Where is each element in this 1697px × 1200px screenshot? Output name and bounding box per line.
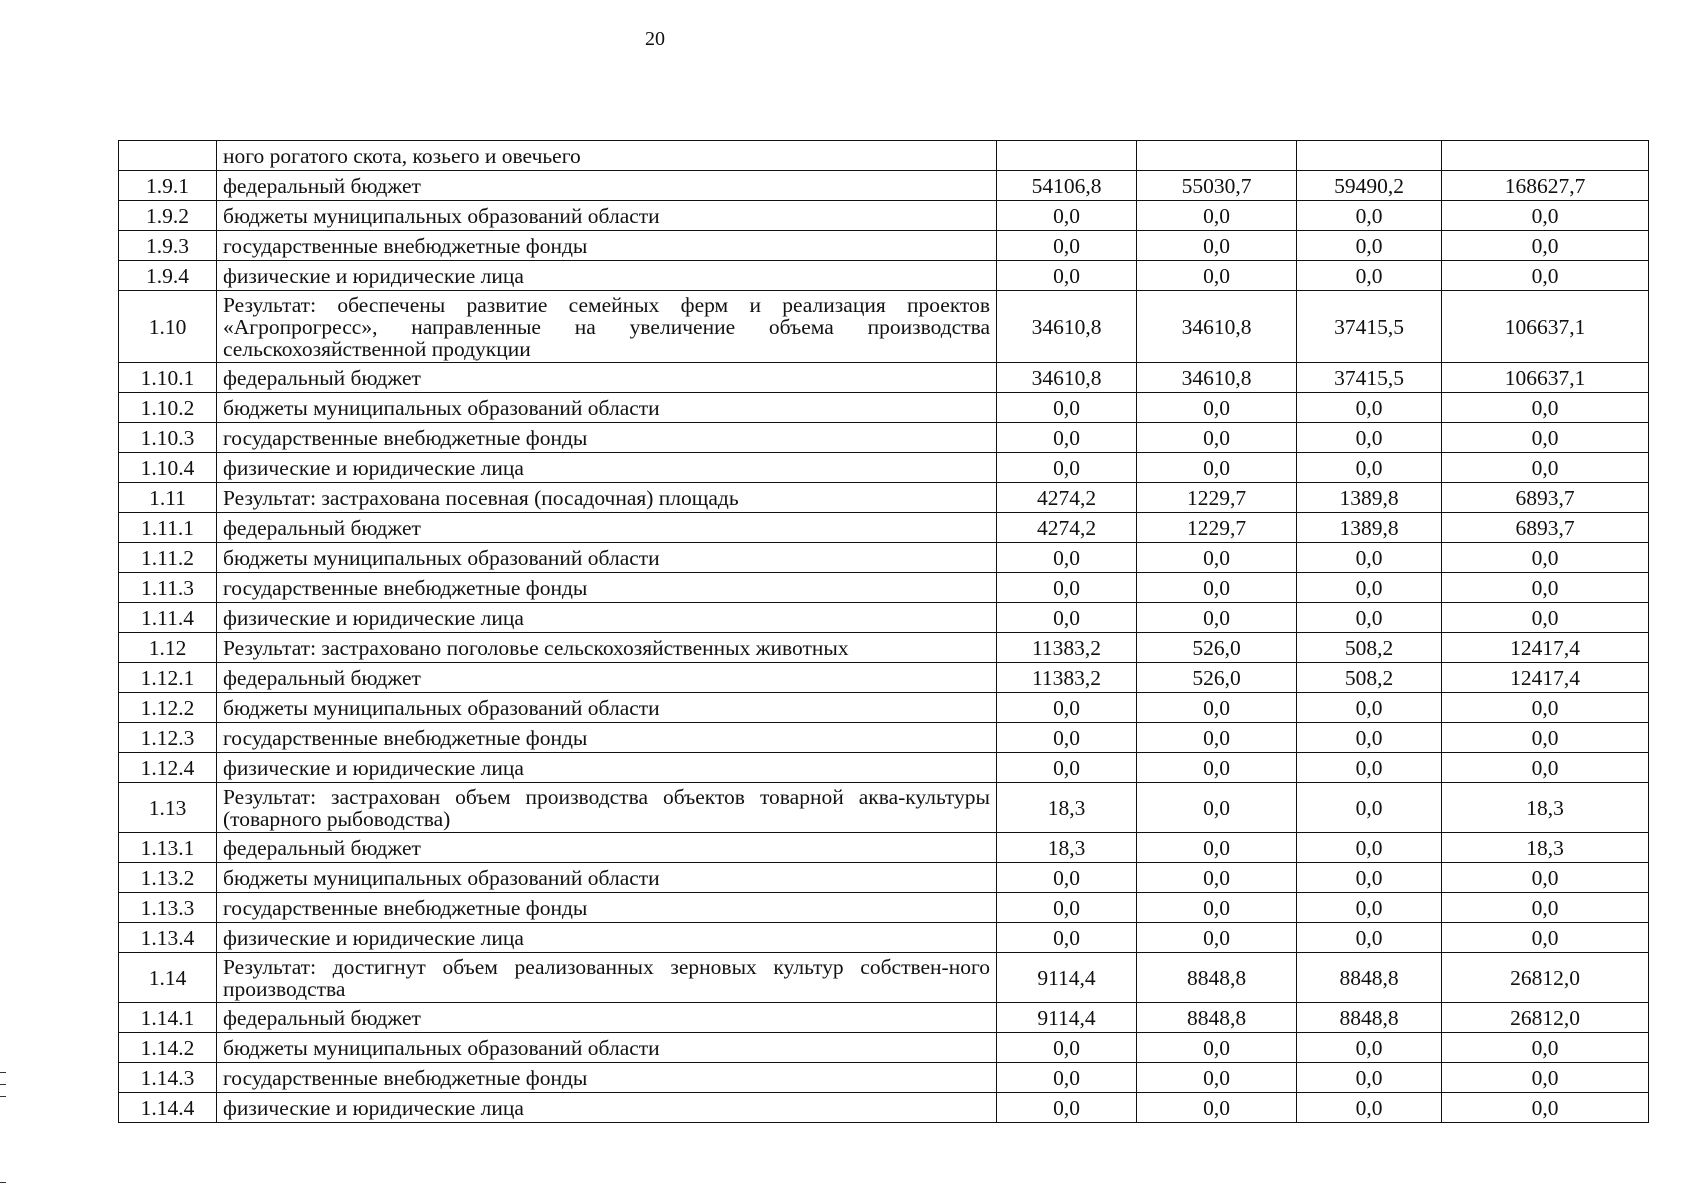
- value-cell-2: 0,0: [1137, 393, 1297, 423]
- row-description-cell: Результат: застрахован объем производства объектов товарной аква-культуры (товарного рыбоводства): [217, 783, 997, 833]
- value-cell-2: 0,0: [1137, 573, 1297, 603]
- row-code-cell: 1.14: [119, 953, 217, 1003]
- value-cell-2: 0,0: [1137, 923, 1297, 953]
- row-code-cell: 1.11.2: [119, 543, 217, 573]
- table-row: [119, 663, 1649, 693]
- value-cell-2: 8848,8: [1137, 1003, 1297, 1033]
- value-cell-2: 1229,7: [1137, 483, 1297, 513]
- value-cell-total: 0,0: [1442, 543, 1649, 573]
- value-cell-1: 9114,4: [997, 1003, 1137, 1033]
- value-cell-2: 0,0: [1137, 1093, 1297, 1123]
- row-description-cell: государственные внебюджетные фонды: [217, 893, 997, 923]
- value-cell-1: 0,0: [997, 1033, 1137, 1063]
- table-row: [119, 693, 1649, 723]
- table-row: [119, 953, 1649, 1003]
- value-cell-total: 6893,7: [1442, 483, 1649, 513]
- value-cell-2: 0,0: [1137, 231, 1297, 261]
- row-description-cell: физические и юридические лица: [217, 1093, 997, 1123]
- value-cell-3: 0,0: [1297, 453, 1442, 483]
- value-cell-1: 0,0: [997, 923, 1137, 953]
- row-description-cell: федеральный бюджет: [217, 663, 997, 693]
- value-cell-1: [997, 141, 1137, 171]
- value-cell-3: 508,2: [1297, 633, 1442, 663]
- scan-edge-mark: [0, 1182, 6, 1183]
- row-code-cell: 1.11.4: [119, 603, 217, 633]
- row-code-cell: 1.10.2: [119, 393, 217, 423]
- scan-edge-mark: [0, 1072, 6, 1073]
- table-row: [119, 633, 1649, 663]
- value-cell-1: 18,3: [997, 783, 1137, 833]
- row-description-cell: бюджеты муниципальных образований области: [217, 863, 997, 893]
- table-row: [119, 1033, 1649, 1063]
- row-description-cell: государственные внебюджетные фонды: [217, 1063, 997, 1093]
- value-cell-3: 0,0: [1297, 573, 1442, 603]
- table-row: [119, 423, 1649, 453]
- value-cell-3: 1389,8: [1297, 513, 1442, 543]
- value-cell-1: 0,0: [997, 261, 1137, 291]
- value-cell-3: 0,0: [1297, 863, 1442, 893]
- value-cell-1: 4274,2: [997, 513, 1137, 543]
- value-cell-3: 0,0: [1297, 753, 1442, 783]
- value-cell-total: 26812,0: [1442, 953, 1649, 1003]
- row-description-cell: бюджеты муниципальных образований области: [217, 201, 997, 231]
- row-code-cell: 1.14.1: [119, 1003, 217, 1033]
- row-code-cell: 1.11: [119, 483, 217, 513]
- table-row: [119, 141, 1649, 171]
- value-cell-3: 0,0: [1297, 231, 1442, 261]
- value-cell-total: 26812,0: [1442, 1003, 1649, 1033]
- value-cell-3: 37415,5: [1297, 291, 1442, 363]
- value-cell-2: 0,0: [1137, 833, 1297, 863]
- value-cell-3: 8848,8: [1297, 953, 1442, 1003]
- budget-table-body: [119, 141, 1649, 1123]
- table-row: [119, 261, 1649, 291]
- value-cell-1: 0,0: [997, 201, 1137, 231]
- value-cell-3: 0,0: [1297, 893, 1442, 923]
- row-code-cell: 1.13.2: [119, 863, 217, 893]
- row-description-cell: физические и юридические лица: [217, 261, 997, 291]
- value-cell-3: 0,0: [1297, 1033, 1442, 1063]
- value-cell-3: 0,0: [1297, 923, 1442, 953]
- table-row: [119, 893, 1649, 923]
- value-cell-2: 0,0: [1137, 1063, 1297, 1093]
- table-row: [119, 573, 1649, 603]
- value-cell-1: 0,0: [997, 543, 1137, 573]
- value-cell-3: 0,0: [1297, 1093, 1442, 1123]
- value-cell-3: [1297, 141, 1442, 171]
- row-description-cell: государственные внебюджетные фонды: [217, 573, 997, 603]
- row-code-cell: 1.10.4: [119, 453, 217, 483]
- row-description-cell: физические и юридические лица: [217, 603, 997, 633]
- value-cell-1: 0,0: [997, 893, 1137, 923]
- row-code-cell: 1.13.4: [119, 923, 217, 953]
- table-row: [119, 1093, 1649, 1123]
- value-cell-2: 0,0: [1137, 603, 1297, 633]
- value-cell-3: 508,2: [1297, 663, 1442, 693]
- value-cell-3: 0,0: [1297, 201, 1442, 231]
- value-cell-2: 0,0: [1137, 261, 1297, 291]
- value-cell-3: 0,0: [1297, 603, 1442, 633]
- table-row: [119, 393, 1649, 423]
- value-cell-1: 0,0: [997, 453, 1137, 483]
- row-code-cell: 1.14.2: [119, 1033, 217, 1063]
- row-code-cell: 1.12.2: [119, 693, 217, 723]
- value-cell-1: 34610,8: [997, 291, 1137, 363]
- value-cell-2: 34610,8: [1137, 363, 1297, 393]
- value-cell-3: 0,0: [1297, 543, 1442, 573]
- value-cell-total: 12417,4: [1442, 663, 1649, 693]
- value-cell-1: 4274,2: [997, 483, 1137, 513]
- row-code-cell: 1.12: [119, 633, 217, 663]
- value-cell-1: 0,0: [997, 603, 1137, 633]
- value-cell-total: 0,0: [1442, 261, 1649, 291]
- value-cell-2: 0,0: [1137, 753, 1297, 783]
- value-cell-total: 0,0: [1442, 1063, 1649, 1093]
- table-row: [119, 171, 1649, 201]
- value-cell-total: [1442, 141, 1649, 171]
- value-cell-total: 168627,7: [1442, 171, 1649, 201]
- row-code-cell: 1.9.1: [119, 171, 217, 201]
- value-cell-2: [1137, 141, 1297, 171]
- row-description-cell: федеральный бюджет: [217, 171, 997, 201]
- value-cell-total: 0,0: [1442, 923, 1649, 953]
- row-code-cell: 1.14.4: [119, 1093, 217, 1123]
- value-cell-total: 0,0: [1442, 863, 1649, 893]
- row-code-cell: 1.13.3: [119, 893, 217, 923]
- value-cell-total: 0,0: [1442, 893, 1649, 923]
- row-description-cell: федеральный бюджет: [217, 513, 997, 543]
- value-cell-3: 0,0: [1297, 1063, 1442, 1093]
- table-row: [119, 783, 1649, 833]
- value-cell-1: 0,0: [997, 693, 1137, 723]
- scan-edge-mark: [0, 1096, 6, 1097]
- value-cell-3: 37415,5: [1297, 363, 1442, 393]
- value-cell-1: 0,0: [997, 1063, 1137, 1093]
- row-code-cell: 1.12.4: [119, 753, 217, 783]
- row-description-cell: физические и юридические лица: [217, 753, 997, 783]
- row-code-cell: 1.13.1: [119, 833, 217, 863]
- value-cell-2: 0,0: [1137, 723, 1297, 753]
- table-row: [119, 923, 1649, 953]
- row-description-cell: Результат: застрахована посевная (посадочная) площадь: [217, 483, 997, 513]
- value-cell-3: 8848,8: [1297, 1003, 1442, 1033]
- table-row: [119, 753, 1649, 783]
- value-cell-2: 0,0: [1137, 543, 1297, 573]
- value-cell-total: 0,0: [1442, 393, 1649, 423]
- row-description-cell: федеральный бюджет: [217, 363, 997, 393]
- value-cell-1: 54106,8: [997, 171, 1137, 201]
- value-cell-3: 0,0: [1297, 423, 1442, 453]
- row-description-cell: Результат: застраховано поголовье сельскохозяйственных животных: [217, 633, 997, 663]
- value-cell-1: 0,0: [997, 573, 1137, 603]
- value-cell-total: 0,0: [1442, 693, 1649, 723]
- row-description-cell: федеральный бюджет: [217, 833, 997, 863]
- value-cell-2: 1229,7: [1137, 513, 1297, 543]
- row-code-cell: 1.12.1: [119, 663, 217, 693]
- table-row: [119, 1063, 1649, 1093]
- value-cell-3: 59490,2: [1297, 171, 1442, 201]
- value-cell-total: 0,0: [1442, 753, 1649, 783]
- value-cell-3: 0,0: [1297, 261, 1442, 291]
- table-row: [119, 863, 1649, 893]
- row-code-cell: 1.12.3: [119, 723, 217, 753]
- value-cell-3: 1389,8: [1297, 483, 1442, 513]
- value-cell-2: 0,0: [1137, 893, 1297, 923]
- value-cell-total: 0,0: [1442, 603, 1649, 633]
- value-cell-1: 0,0: [997, 723, 1137, 753]
- value-cell-total: 0,0: [1442, 231, 1649, 261]
- row-code-cell: 1.9.3: [119, 231, 217, 261]
- value-cell-total: 0,0: [1442, 453, 1649, 483]
- value-cell-total: 0,0: [1442, 201, 1649, 231]
- row-code-cell: 1.10.1: [119, 363, 217, 393]
- value-cell-2: 0,0: [1137, 863, 1297, 893]
- value-cell-3: 0,0: [1297, 783, 1442, 833]
- row-description-cell: государственные внебюджетные фонды: [217, 231, 997, 261]
- table-row: [119, 453, 1649, 483]
- row-code-cell: 1.11.3: [119, 573, 217, 603]
- value-cell-1: 0,0: [997, 393, 1137, 423]
- row-code-cell: 1.11.1: [119, 513, 217, 543]
- row-description-cell: бюджеты муниципальных образований области: [217, 543, 997, 573]
- row-code-cell: 1.10.3: [119, 423, 217, 453]
- value-cell-1: 18,3: [997, 833, 1137, 863]
- value-cell-2: 0,0: [1137, 453, 1297, 483]
- table-row: [119, 603, 1649, 633]
- page-number: 20: [645, 28, 665, 50]
- value-cell-1: 11383,2: [997, 633, 1137, 663]
- scan-edge-mark: [0, 1084, 6, 1085]
- value-cell-2: 34610,8: [1137, 291, 1297, 363]
- value-cell-2: 0,0: [1137, 201, 1297, 231]
- value-cell-1: 0,0: [997, 231, 1137, 261]
- row-description-cell: федеральный бюджет: [217, 1003, 997, 1033]
- row-description-cell: бюджеты муниципальных образований области: [217, 693, 997, 723]
- row-description-cell: бюджеты муниципальных образований области: [217, 1033, 997, 1063]
- table-row: [119, 201, 1649, 231]
- row-code-cell: 1.9.2: [119, 201, 217, 231]
- value-cell-total: 0,0: [1442, 1033, 1649, 1063]
- budget-table: [118, 140, 1649, 1123]
- table-row: [119, 483, 1649, 513]
- row-code-cell: [119, 141, 217, 171]
- value-cell-2: 0,0: [1137, 1033, 1297, 1063]
- value-cell-1: 34610,8: [997, 363, 1137, 393]
- value-cell-2: 526,0: [1137, 663, 1297, 693]
- row-description-cell: физические и юридические лица: [217, 453, 997, 483]
- row-description-cell: физические и юридические лица: [217, 923, 997, 953]
- table-row: [119, 723, 1649, 753]
- row-description-cell: государственные внебюджетные фонды: [217, 723, 997, 753]
- value-cell-total: 0,0: [1442, 1093, 1649, 1123]
- value-cell-total: 12417,4: [1442, 633, 1649, 663]
- row-code-cell: 1.14.3: [119, 1063, 217, 1093]
- table-row: [119, 363, 1649, 393]
- value-cell-1: 0,0: [997, 1093, 1137, 1123]
- value-cell-1: 9114,4: [997, 953, 1137, 1003]
- value-cell-1: 11383,2: [997, 663, 1137, 693]
- value-cell-total: 106637,1: [1442, 291, 1649, 363]
- table-row: [119, 833, 1649, 863]
- value-cell-total: 0,0: [1442, 423, 1649, 453]
- value-cell-2: 55030,7: [1137, 171, 1297, 201]
- value-cell-total: 18,3: [1442, 783, 1649, 833]
- row-code-cell: 1.9.4: [119, 261, 217, 291]
- value-cell-2: 526,0: [1137, 633, 1297, 663]
- value-cell-2: 0,0: [1137, 783, 1297, 833]
- value-cell-3: 0,0: [1297, 833, 1442, 863]
- table-row: [119, 543, 1649, 573]
- row-description-cell: государственные внебюджетные фонды: [217, 423, 997, 453]
- value-cell-3: 0,0: [1297, 393, 1442, 423]
- table-row: [119, 291, 1649, 363]
- table-row: [119, 513, 1649, 543]
- value-cell-3: 0,0: [1297, 693, 1442, 723]
- value-cell-1: 0,0: [997, 753, 1137, 783]
- value-cell-total: 18,3: [1442, 833, 1649, 863]
- table-row: [119, 1003, 1649, 1033]
- value-cell-2: 8848,8: [1137, 953, 1297, 1003]
- value-cell-3: 0,0: [1297, 723, 1442, 753]
- row-description-cell: бюджеты муниципальных образований области: [217, 393, 997, 423]
- row-code-cell: 1.10: [119, 291, 217, 363]
- value-cell-2: 0,0: [1137, 423, 1297, 453]
- row-description-cell: ного рогатого скота, козьего и овечьего: [217, 141, 997, 171]
- value-cell-total: 0,0: [1442, 723, 1649, 753]
- value-cell-1: 0,0: [997, 423, 1137, 453]
- value-cell-total: 0,0: [1442, 573, 1649, 603]
- value-cell-2: 0,0: [1137, 693, 1297, 723]
- row-code-cell: 1.13: [119, 783, 217, 833]
- value-cell-total: 106637,1: [1442, 363, 1649, 393]
- value-cell-total: 6893,7: [1442, 513, 1649, 543]
- row-description-cell: Результат: достигнут объем реализованных зерновых культур собствен-ного производства: [217, 953, 997, 1003]
- row-description-cell: Результат: обеспечены развитие семейных ферм и реализация проектов «Агропрогресс», направленные на увеличение объема производства сельскохозяйственной продукции: [217, 291, 997, 363]
- table-row: [119, 231, 1649, 261]
- value-cell-1: 0,0: [997, 863, 1137, 893]
